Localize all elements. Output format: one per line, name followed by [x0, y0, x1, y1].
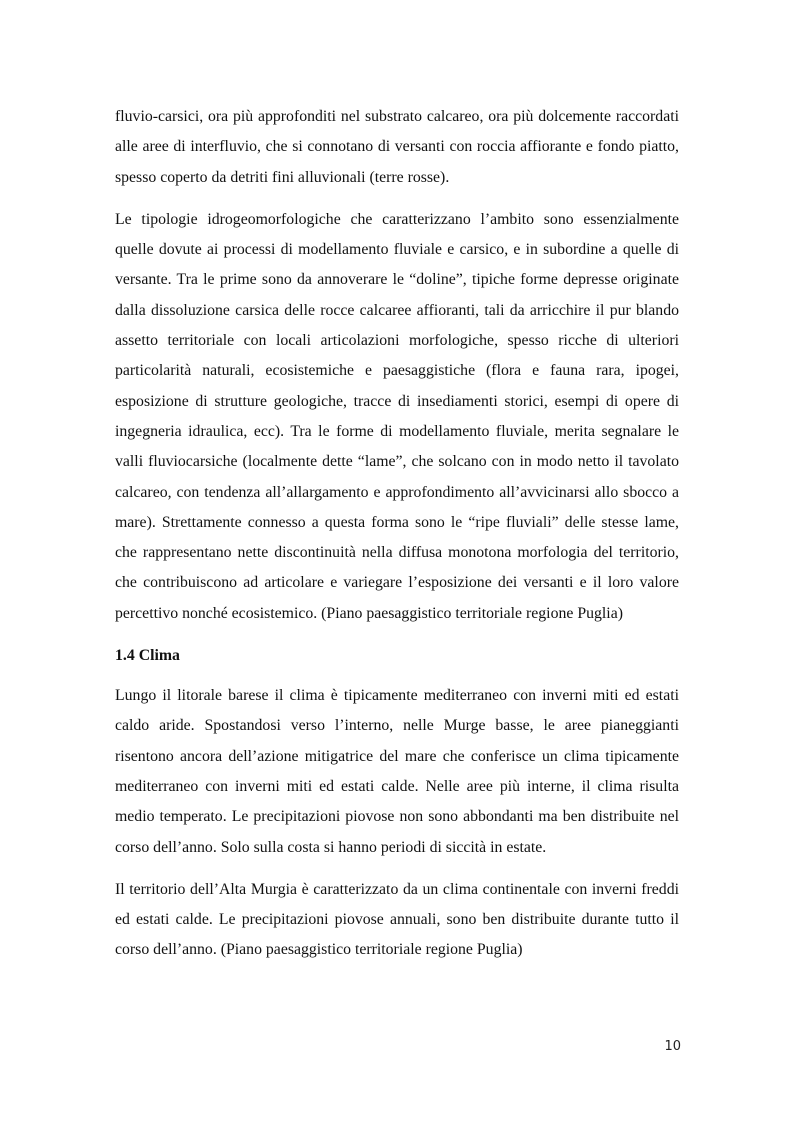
paragraph-coastal-climate: Lungo il litorale barese il clima è tipicamente mediterraneo con inverni miti ed estati caldo aride. Spostandosi verso l’interno, nelle Murge basse, le aree pianeggianti risentono ancora dell’azione mitigatrice del mare che conferisce un clima tipicamente mediterraneo con inverni miti ed estati calde. Nelle aree più interne, il clima risulta medio temperato. Le precipitazioni piovose non sono abbondanti ma ben distribuite nel corso dell’anno. Solo sulla costa si hanno periodi di siccità in estate.	[115, 687, 679, 856]
section-heading-clima: 1.4 Clima	[115, 647, 180, 665]
paragraph-karst-valleys-continued: fluvio-carsici, ora più approfonditi nel substrato calcareo, ora più dolcemente raccordati alle aree di interfluvio, che si connotano di versanti con roccia affiorante e fondo piatto, spesso coperto da detriti fini alluvionali (terre rosse).	[115, 108, 679, 186]
paragraph-hydrogeomorphology: Le tipologie idrogeomorfologiche che caratterizzano l’ambito sono essenzialmente quelle dovute ai processi di modellamento fluviale e carsico, e in subordine a quelle di versante. Tra le prime sono da annoverare le “doline”, tipiche forme depresse originate dalla dissoluzione carsica delle rocce calcaree affioranti, tali da arricchire il pur blando assetto territoriale con locali articolazioni morfologiche, spesso ricche di ulteriori particolarità naturali, ecosistemiche e paesaggistiche (flora e fauna rara, ipogei, esposizione di strutture geologiche, tracce di insediamenti storici, esempi di opere di ingegneria idraulica, ecc). Tra le forme di modellamento fluviale, merita segnalare le valli fluviocarsiche (localmente dette “lame”, che solcano con in modo netto il tavolato calcareo, con tendenza all’allargamento e approfondimento all’avvicinarsi allo sbocco a mare). Strettamente connesso a questa forma sono le “ripe fluviali” delle stesse lame, che rappresentano nette discontinuità nella diffusa monotona morfologia del territorio, che contribuiscono ad articolare e variegare l’esposizione dei versanti e il loro valore percettivo nonché ecosistemico. (Piano paesaggistico territoriale regione Puglia)	[115, 210, 679, 622]
page-number: 10	[664, 1039, 681, 1054]
paragraph-alta-murgia-climate: Il territorio dell’Alta Murgia è caratterizzato da un clima continentale con inverni freddi ed estati calde. Le precipitazioni piovose annuali, sono ben distribuite durante tutto il corso dell’anno. (Piano paesaggistico territoriale regione Puglia)	[115, 880, 679, 959]
page-body	[115, 102, 679, 978]
